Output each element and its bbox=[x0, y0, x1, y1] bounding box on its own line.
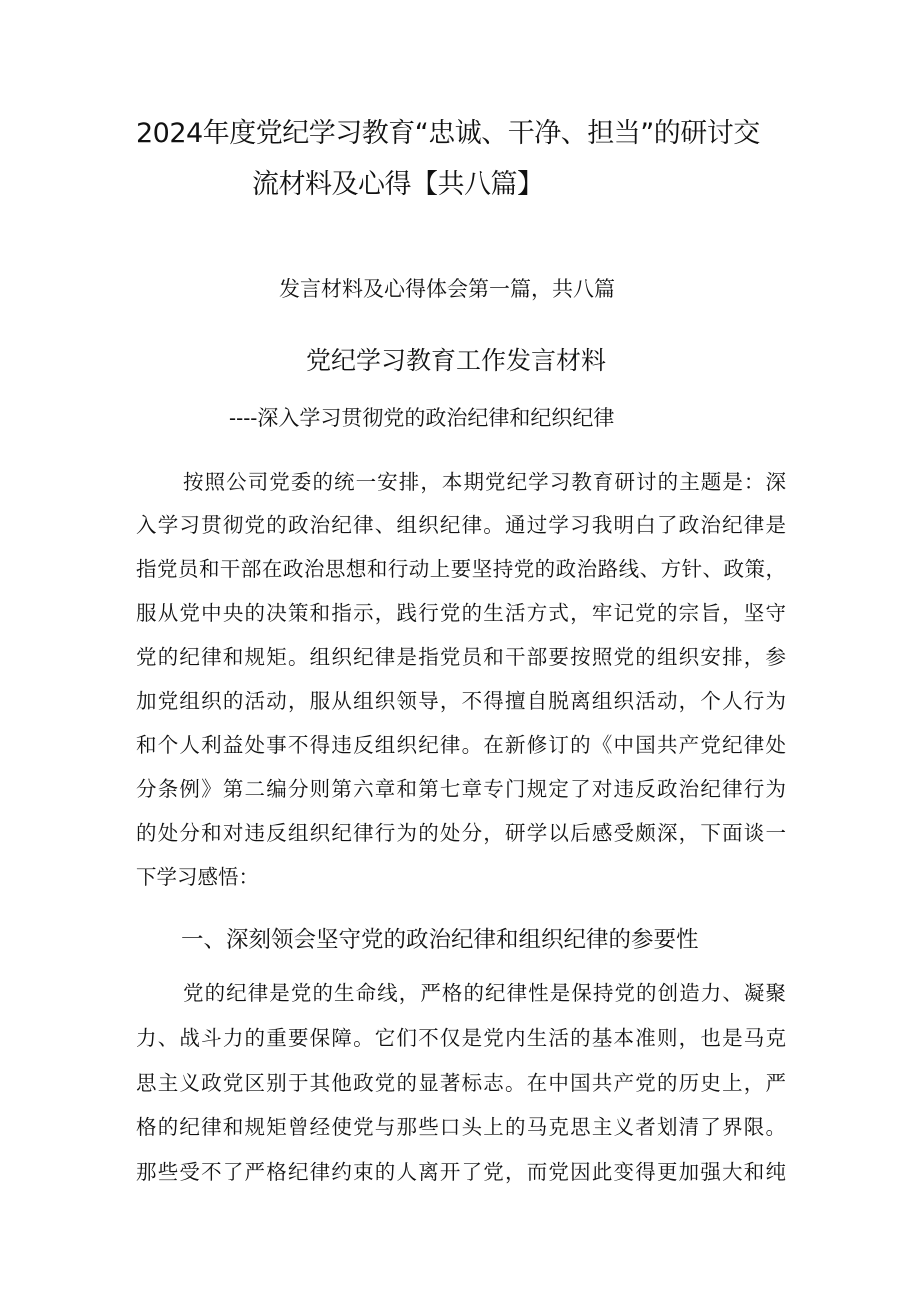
paragraph-line: 思主义政党区别于其他政党的显著标志。在中国共产党的历史上，严 bbox=[136, 1071, 786, 1095]
speech-heading: 党纪学习教育工作发言材料 bbox=[306, 346, 607, 375]
speech-subheading: ----深入学习贯彻党的政治纪律和纪织纪律 bbox=[229, 406, 615, 430]
paragraph-line: 入学习贯彻党的政治纪律、组织纪律。通过学习我明白了政治纪律是 bbox=[136, 513, 786, 537]
document-title-line-2: 流材料及心得【共八篇】 bbox=[252, 169, 544, 200]
paragraph-line: 那些受不了严格纪律约束的人离开了党，而党因此变得更加强大和纯 bbox=[136, 1160, 786, 1184]
paragraph-line: 党的纪律是党的生命线，严格的纪律性是保持党的创造力、凝聚 bbox=[183, 981, 786, 1005]
paragraph-line: 格的纪律和规矩曾经使党与那些口头上的马克思主义者划清了界限。 bbox=[136, 1115, 786, 1139]
part-label: 发言材料及心得体会第一篇，共八篇 bbox=[279, 277, 615, 301]
document-title-line-1: 2024年度党纪学习教育“忠诚、干净、担当”的研讨交 bbox=[136, 118, 760, 149]
paragraph-line: 力、战斗力的重要保障。它们不仅是党内生活的基本准则，也是马克 bbox=[136, 1026, 786, 1050]
paragraph-line: 党的纪律和规矩。组织纪律是指党员和干部要按照党的组织安排，参 bbox=[136, 645, 786, 669]
paragraph-line: 服从党中央的决策和指示，践行党的生活方式，牢记党的宗旨，坚守 bbox=[136, 601, 786, 625]
paragraph-line: 下学习感悟： bbox=[136, 865, 259, 889]
paragraph-line: 加党组织的活动，服从组织领导，不得擅自脱离组织活动，个人行为 bbox=[136, 689, 786, 713]
paragraph-line: 的处分和对违反组织纪律行为的处分，研学以后感受颇深，下面谈一 bbox=[136, 821, 786, 845]
paragraph-line: 分条例》第二编分则第六章和第七章专门规定了对违反政治纪律行为 bbox=[136, 777, 786, 801]
section-heading: 一、深刻领会坚守党的政治纪律和组织纪律的参要性 bbox=[181, 927, 699, 953]
paragraph-line: 按照公司党委的统一安排，本期党纪学习教育研讨的主题是：深 bbox=[183, 470, 786, 494]
paragraph-line: 和个人利益处事不得违反组织纪律。在新修订的《中国共产党纪律处 bbox=[136, 733, 786, 757]
paragraph-line: 指党员和干部在政治思想和行动上要坚持党的政治路线、方针、政策， bbox=[136, 557, 786, 581]
